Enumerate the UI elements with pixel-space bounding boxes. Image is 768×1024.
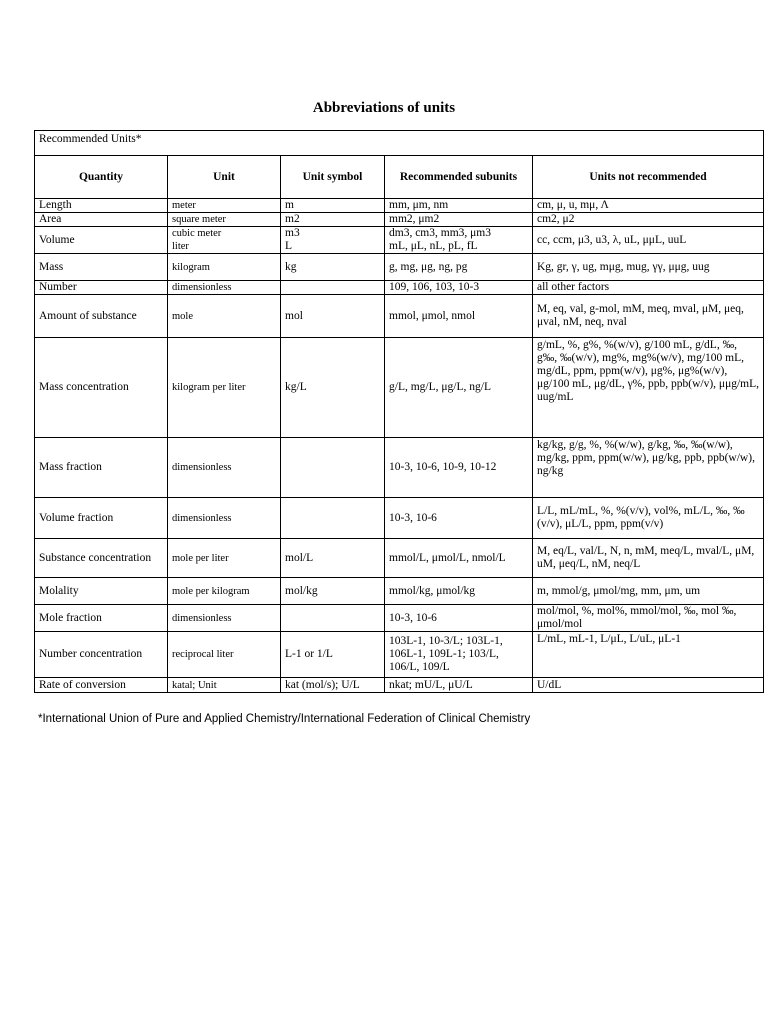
table-row: [35, 632, 764, 678]
group-label: Recommended Units*: [35, 131, 764, 156]
cell-unit-symbol: mol/kg: [281, 578, 385, 605]
cell-unit: kilogram per liter: [168, 338, 281, 438]
column-header-recommended-subunits: Recommended subunits: [385, 156, 533, 199]
cell-quantity: Volume: [35, 227, 168, 254]
table-row: [35, 199, 764, 213]
cell-unit-symbol: [281, 605, 385, 632]
cell-units-not-recommended: cm2, μ2: [533, 213, 764, 227]
cell-unit-symbol: kg: [281, 254, 385, 281]
cell-recommended-subunits: mmol/kg, μmol/kg: [385, 578, 533, 605]
cell-units-not-recommended: mol/mol, %, mol%, mmol/mol, ‰, mol ‰, μmol/mol: [533, 605, 764, 632]
cell-units-not-recommended: all other factors: [533, 281, 764, 295]
cell-unit: square meter: [168, 213, 281, 227]
table-row: [35, 295, 764, 338]
table-group-row: [35, 131, 764, 156]
cell-recommended-subunits: 109, 106, 103, 10-3: [385, 281, 533, 295]
column-header-quantity: Quantity: [35, 156, 168, 199]
cell-units-not-recommended: cc, ccm, μ3, u3, λ, uL, μμL, uuL: [533, 227, 764, 254]
cell-recommended-subunits: g/L, mg/L, μg/L, ng/L: [385, 338, 533, 438]
cell-unit: dimensionless: [168, 438, 281, 498]
table-row: [35, 578, 764, 605]
cell-unit: dimensionless: [168, 281, 281, 295]
cell-units-not-recommended: M, eq/L, val/L, N, n, mM, meq/L, mval/L, μM, uM, μeq/L, nM, neq/L: [533, 539, 764, 578]
cell-quantity: Substance concentration: [35, 539, 168, 578]
table-row: [35, 281, 764, 295]
table-row: [35, 338, 764, 438]
cell-recommended-subunits: 103L-1, 10-3/L; 103L-1, 106L-1, 109L-1; 103/L, 106/L, 109/L: [385, 632, 533, 678]
table-row: [35, 254, 764, 281]
cell-unit: kilogram: [168, 254, 281, 281]
table-row: [35, 605, 764, 632]
cell-unit: dimensionless: [168, 605, 281, 632]
cell-unit-symbol: m3 L: [281, 227, 385, 254]
cell-quantity: Number concentration: [35, 632, 168, 678]
table-row: [35, 539, 764, 578]
cell-unit-symbol: [281, 438, 385, 498]
cell-recommended-subunits: mm2, μm2: [385, 213, 533, 227]
cell-unit-symbol: kg/L: [281, 338, 385, 438]
cell-unit: meter: [168, 199, 281, 213]
cell-unit: katal; Unit: [168, 678, 281, 693]
footnote: *International Union of Pure and Applied Chemistry/International Federation of Clinical Chemistry: [38, 713, 531, 725]
cell-recommended-subunits: nkat; mU/L, μU/L: [385, 678, 533, 693]
cell-unit: cubic meter liter: [168, 227, 281, 254]
cell-unit-symbol: [281, 498, 385, 539]
cell-recommended-subunits: g, mg, μg, ng, pg: [385, 254, 533, 281]
table-header-row: [35, 156, 764, 199]
cell-unit: mole per kilogram: [168, 578, 281, 605]
cell-units-not-recommended: kg/kg, g/g, %, %(w/w), g/kg, ‰, ‰(w/w), mg/kg, ppm, ppm(w/w), μg/kg, ppb, ppb(w/w), ng/kg: [533, 438, 764, 498]
cell-quantity: Amount of substance: [35, 295, 168, 338]
cell-unit-symbol: kat (mol/s); U/L: [281, 678, 385, 693]
cell-quantity: Rate of conversion: [35, 678, 168, 693]
cell-recommended-subunits: mm, μm, nm: [385, 199, 533, 213]
column-header-unit: Unit: [168, 156, 281, 199]
cell-unit: reciprocal liter: [168, 632, 281, 678]
cell-units-not-recommended: L/mL, mL-1, L/μL, L/uL, μL-1: [533, 632, 764, 678]
cell-quantity: Number: [35, 281, 168, 295]
cell-recommended-subunits: dm3, cm3, mm3, μm3 mL, μL, nL, pL, fL: [385, 227, 533, 254]
cell-recommended-subunits: mmol, μmol, nmol: [385, 295, 533, 338]
cell-units-not-recommended: U/dL: [533, 678, 764, 693]
column-header-units-not-recommended: Units not recommended: [533, 156, 764, 199]
table-row: [35, 227, 764, 254]
cell-quantity: Mass: [35, 254, 168, 281]
cell-unit-symbol: m: [281, 199, 385, 213]
cell-units-not-recommended: Kg, gr, γ, ug, mμg, mug, γγ, μμg, uug: [533, 254, 764, 281]
cell-unit-symbol: mol: [281, 295, 385, 338]
cell-recommended-subunits: 10-3, 10-6: [385, 498, 533, 539]
cell-quantity: Length: [35, 199, 168, 213]
cell-recommended-subunits: mmol/L, μmol/L, nmol/L: [385, 539, 533, 578]
cell-quantity: Volume fraction: [35, 498, 168, 539]
cell-unit: dimensionless: [168, 498, 281, 539]
cell-unit-symbol: L-1 or 1/L: [281, 632, 385, 678]
units-table-body: [35, 131, 764, 693]
table-row: [35, 678, 764, 693]
cell-unit: mole per liter: [168, 539, 281, 578]
cell-quantity: Area: [35, 213, 168, 227]
cell-quantity: Mass concentration: [35, 338, 168, 438]
cell-quantity: Mole fraction: [35, 605, 168, 632]
cell-units-not-recommended: g/mL, %, g%, %(w/v), g/100 mL, g/dL, ‰, g‰, ‰(w/v), mg%, mg%(w/v), mg/100 mL, mg/dL, ppm, ppm(w/v), μg%, μg%(w/v), μg/100 mL, μg/dL, γ%, ppb, ppb(w/v), μμg/mL, uug/mL: [533, 338, 764, 438]
cell-unit-symbol: m2: [281, 213, 385, 227]
cell-units-not-recommended: M, eq, val, g-mol, mM, meq, mval, μM, μeq, μval, nM, neq, nval: [533, 295, 764, 338]
table-row: [35, 438, 764, 498]
cell-unit: mole: [168, 295, 281, 338]
cell-recommended-subunits: 10-3, 10-6, 10-9, 10-12: [385, 438, 533, 498]
cell-quantity: Mass fraction: [35, 438, 168, 498]
cell-units-not-recommended: cm, μ, u, mμ, Λ: [533, 199, 764, 213]
cell-unit-symbol: [281, 281, 385, 295]
cell-quantity: Molality: [35, 578, 168, 605]
table-row: [35, 213, 764, 227]
cell-recommended-subunits: 10-3, 10-6: [385, 605, 533, 632]
cell-unit-symbol: mol/L: [281, 539, 385, 578]
table-row: [35, 498, 764, 539]
cell-units-not-recommended: m, mmol/g, μmol/mg, mm, μm, um: [533, 578, 764, 605]
column-header-unit-symbol: Unit symbol: [281, 156, 385, 199]
units-table: [34, 130, 764, 693]
cell-units-not-recommended: L/L, mL/mL, %, %(v/v), vol%, mL/L, ‰, ‰(v/v), μL/L, ppm, ppm(v/v): [533, 498, 764, 539]
page-title: Abbreviations of units: [312, 100, 456, 116]
